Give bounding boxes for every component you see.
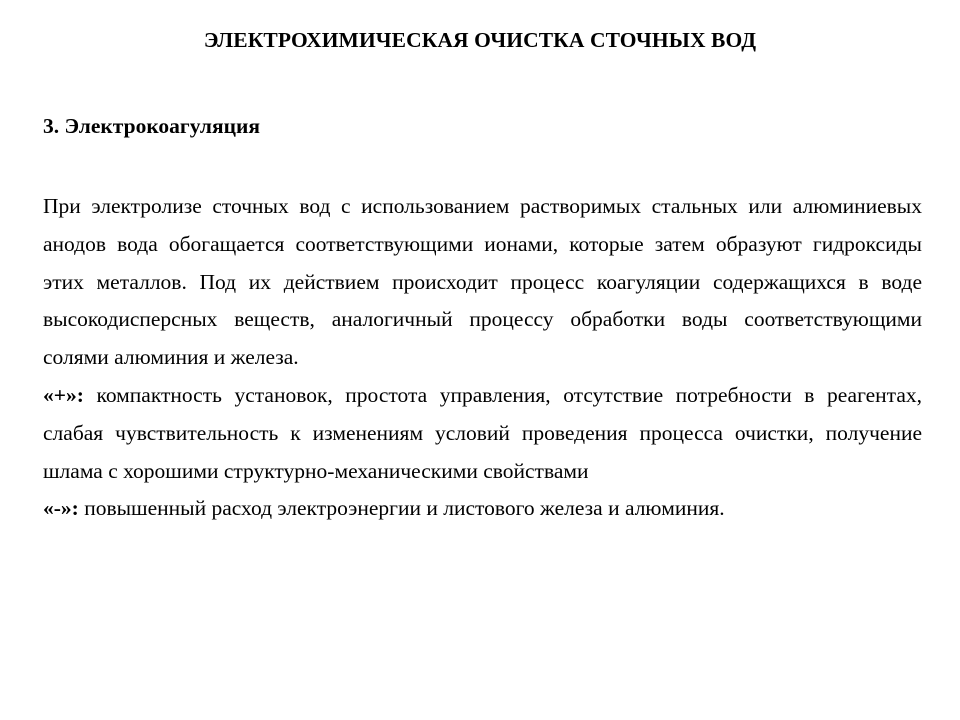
slide-body xyxy=(43,188,922,528)
description-paragraph: При электролизе сточных вод с использованием растворимых стальных или алюминиевых анодов вода обогащается соответствующими ионами, которые затем образуют гидроксиды этих металлов. Под их действием происходит процесс коагуляции содержащихся в воде высокодисперсных веществ, аналогичный процессу обработки воды соответствующими солями алюминия и железа. xyxy=(43,194,922,370)
advantages-text: компактность установок, простота управления, отсутствие потребности в реагентах, слабая чувствительность к изменениям условий проведения процесса очистки, получение шлама с хорошими структурно-механическими свойствами xyxy=(43,382,922,483)
disadvantages-paragraph xyxy=(43,490,922,528)
section-heading: 3. Электрокоагуляция xyxy=(43,114,261,138)
slide-title: ЭЛЕКТРОХИМИЧЕСКАЯ ОЧИСТКА СТОЧНЫХ ВОД xyxy=(203,28,757,52)
disadvantages-label: «-»: xyxy=(43,496,79,521)
advantages-label: «+»: xyxy=(43,382,84,407)
disadvantages-text: повышенный расход электроэнергии и листового железа и алюминия. xyxy=(84,496,725,521)
advantages-paragraph xyxy=(43,377,922,490)
